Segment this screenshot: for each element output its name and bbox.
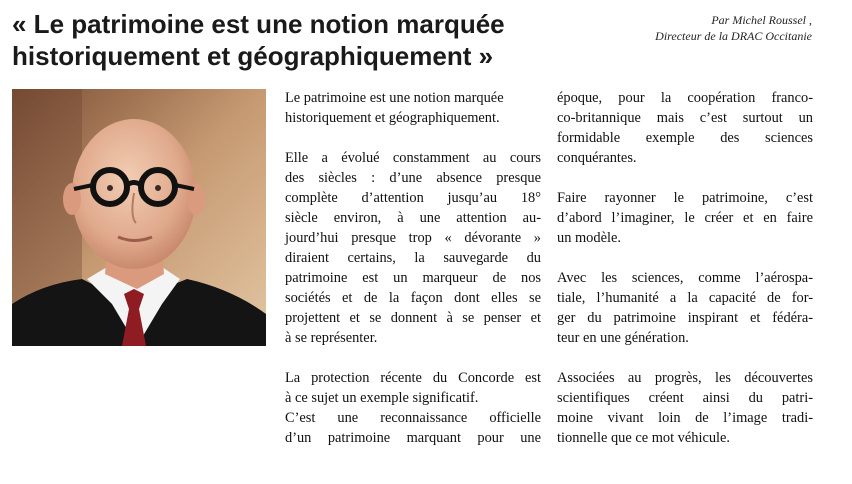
text-line: La protection récente du Concorde est xyxy=(285,370,541,386)
text-line: historiquement et géographiquement. xyxy=(285,110,500,126)
text-line: formidable exemple des sciences xyxy=(557,130,813,146)
text-line: un modèle. xyxy=(557,230,621,246)
title-line: historiquement et géographiquement » xyxy=(12,41,494,71)
text-line: C’est une reconnaissance officielle xyxy=(285,410,541,426)
text-line: tionnelle que ce mot véhicule. xyxy=(557,430,731,446)
paragraph xyxy=(557,88,813,168)
paragraph xyxy=(285,408,541,448)
text-line: patrimoine est un marqueur de nos xyxy=(285,270,541,286)
text-line: diraient certains, la sauvegarde du xyxy=(285,250,541,266)
byline-role: Directeur de la DRAC Occitanie xyxy=(655,29,812,43)
text-line: époque, pour la coopération franco- xyxy=(557,90,813,106)
text-line: projettent et se donnent à se penser et xyxy=(285,310,541,326)
title-line: « Le patrimoine est une notion marquée xyxy=(12,9,505,39)
text-line: Associées au progrès, les découvertes xyxy=(557,370,813,386)
text-line: jourd’hui presque trop « dévorante » xyxy=(285,230,541,246)
paragraph xyxy=(557,368,813,448)
text-line: Elle a évolué constamment au cours xyxy=(285,150,541,166)
paragraph xyxy=(557,268,813,348)
text-line: sociétés et de la façon dont elles se xyxy=(285,290,541,306)
text-line: scientifiques créent ainsi du patri- xyxy=(557,390,813,406)
paragraph xyxy=(285,88,541,128)
article-title xyxy=(12,8,572,72)
text-line: tiale, l’humanité a la capacité de for- xyxy=(557,290,813,306)
text-line: Le patrimoine est une notion marquée xyxy=(285,90,504,106)
portrait-photo-icon xyxy=(12,89,266,346)
text-line: à se représenter. xyxy=(285,330,378,346)
text-column-1 xyxy=(285,88,541,468)
text-line: co-britannique mais c’est surtout un xyxy=(557,110,813,126)
text-line: des siècles : d’une absence presque xyxy=(285,170,541,186)
text-line: complète d’attention jusqu’au 18° xyxy=(285,190,541,206)
text-line: teur en une génération. xyxy=(557,330,689,346)
author-photo xyxy=(12,89,266,346)
paragraph xyxy=(285,148,541,348)
byline xyxy=(655,12,812,44)
text-line: d’abord l’imaginer, le créer et en faire xyxy=(557,210,813,226)
text-line: conquérantes. xyxy=(557,150,637,166)
text-line: ger du patrimoine inspirant et fédéra- xyxy=(557,310,813,326)
text-line: moine vivant loin de l’image tradi- xyxy=(557,410,813,426)
text-line: siècle environ, à une attention au- xyxy=(285,210,541,226)
text-line: d’un patrimoine marquant pour une xyxy=(285,430,541,446)
paragraph xyxy=(285,368,541,408)
text-line: Avec les sciences, comme l’aérospa- xyxy=(557,270,813,286)
text-line: à ce sujet un exemple significatif. xyxy=(285,390,479,406)
text-line: Faire rayonner le patrimoine, c’est xyxy=(557,190,813,206)
text-column-2 xyxy=(557,88,813,468)
paragraph xyxy=(557,188,813,248)
byline-author: Par Michel Roussel , xyxy=(711,13,812,27)
